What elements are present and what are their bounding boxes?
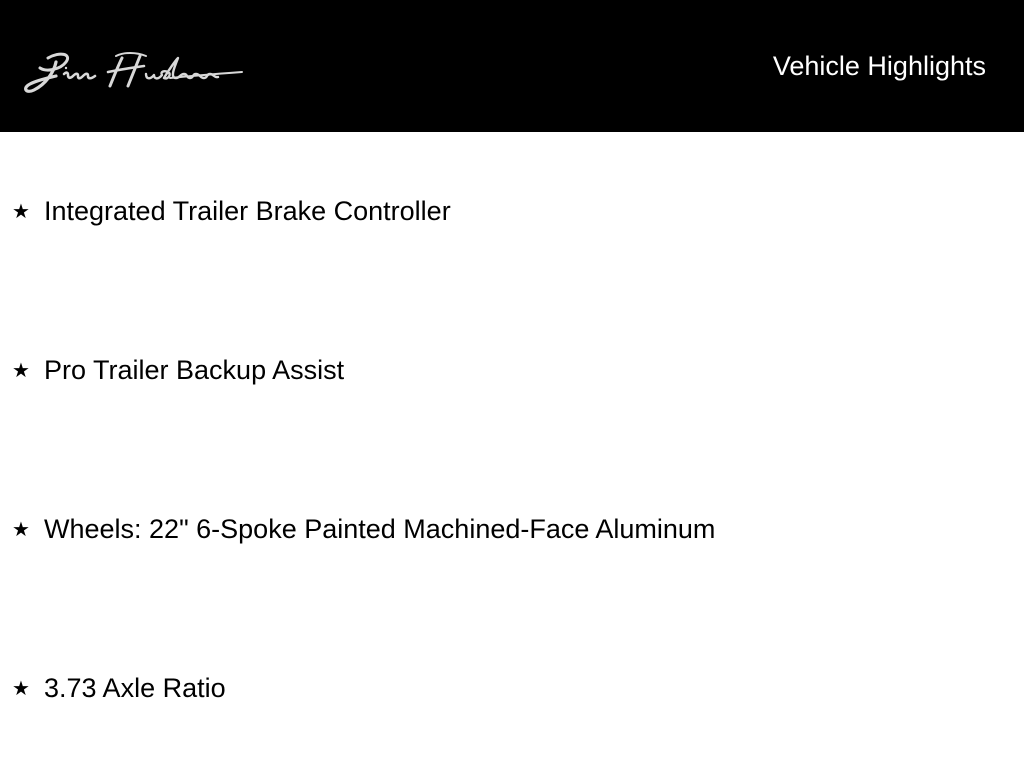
star-icon: ★ [12,676,30,700]
highlight-text: Pro Trailer Backup Assist [44,355,345,385]
vehicle-highlights-list [0,132,1024,768]
page-header [0,0,1024,132]
list-item [12,353,344,387]
jim-hudson-logo [20,48,245,98]
star-icon: ★ [12,199,30,223]
highlight-text: 3.73 Axle Ratio [44,673,226,703]
highlight-text: Integrated Trailer Brake Controller [44,196,451,226]
list-item [12,671,226,705]
page-title: Vehicle Highlights [772,51,986,81]
list-item [12,194,451,228]
star-icon: ★ [12,358,30,382]
highlight-text: Wheels: 22" 6-Spoke Painted Machined-Face Aluminum [44,514,716,544]
star-icon: ★ [12,517,30,541]
list-item [12,512,715,546]
